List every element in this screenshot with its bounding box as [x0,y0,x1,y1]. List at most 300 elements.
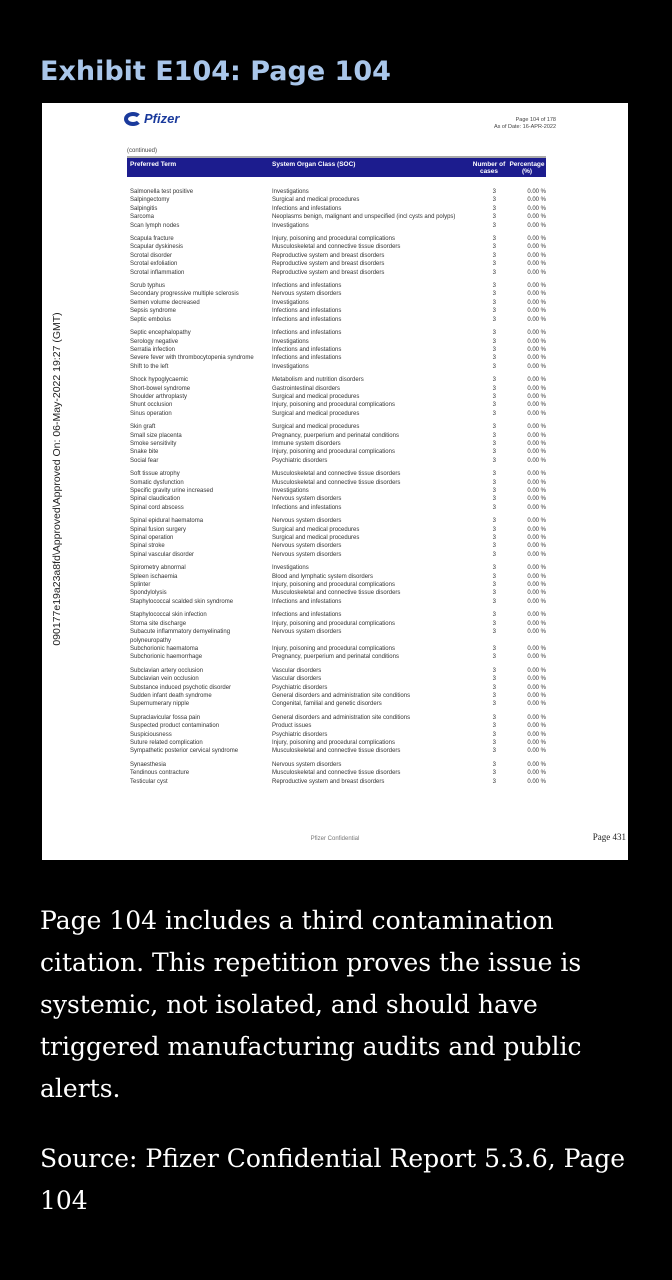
table-row [127,299,546,307]
table-row [127,675,546,683]
cell-percentage: 0.00 % [527,385,546,392]
cell-percentage: 0.00 % [527,714,546,721]
cell-percentage: 0.00 % [527,731,546,738]
table-row [127,401,546,409]
cell-number: 3 [492,667,496,674]
cell-number: 3 [492,723,496,730]
cell-percentage: 0.00 % [527,676,546,683]
cell-percentage: 0.00 % [527,222,546,229]
table-row [127,542,546,550]
cell-percentage: 0.00 % [527,205,546,212]
cell-percentage: 0.00 % [527,573,546,580]
cell-percentage: 0.00 % [527,236,546,243]
cell-term: Supernumerary nipple [130,701,190,708]
cell-soc: Nervous system disorders [272,518,342,525]
cell-soc: Metabolism and nutrition disorders [272,377,364,384]
cell-soc: Gastrointestinal disorders [272,385,341,392]
cell-number: 3 [492,573,496,580]
approval-stamp: 090177e19a23a8fd\Approved\Approved On: 06-May-2022 19:27 (GMT) [51,312,63,646]
cell-term: Snake bite [130,449,159,456]
cell-soc: Injury, poisoning and procedural complications [272,402,395,409]
cell-number: 3 [492,410,496,417]
logo-text: Pfizer [144,111,180,126]
cell-term: Specific gravity urine increased [130,488,214,494]
cell-percentage: 0.00 % [527,565,546,572]
cell-term: Subacute inflammatory demyelinating polyneuropathy [130,629,231,644]
cell-number: 3 [492,551,496,558]
cell-percentage: 0.00 % [527,518,546,525]
cell-term: Spinal cord abscess [130,504,184,511]
cell-soc: Injury, poisoning and procedural complications [272,620,395,627]
cell-term: Septic encephalopathy [130,330,191,337]
cell-soc: Product issues [272,723,312,730]
table-row [127,243,546,251]
cell-term: Spirometry abnormal [130,565,186,572]
cell-soc: Investigations [272,299,309,306]
cell-soc: General disorders and administration site conditions [272,692,411,699]
table-row [127,252,546,260]
cell-soc: Musculoskeletal and connective tissue disorders [272,590,401,597]
cell-number: 3 [492,714,496,721]
cell-soc: Immune system disorders [272,440,341,447]
cell-percentage: 0.00 % [527,363,546,370]
row-group [127,564,546,606]
cell-percentage: 0.00 % [527,377,546,384]
cell-number: 3 [492,590,496,597]
row-group [127,611,546,661]
table-row [127,714,546,722]
cell-percentage: 0.00 % [527,189,546,195]
cell-number: 3 [492,377,496,384]
confidential-footer: Pfizer Confidential [310,836,360,842]
cell-number: 3 [492,543,496,550]
row-group [127,376,546,418]
row-group [127,667,546,709]
cell-percentage: 0.00 % [527,645,546,652]
cell-number: 3 [492,770,496,777]
cell-term: Semen volume decreased [130,299,200,306]
cell-number: 3 [492,299,496,306]
table-row [127,282,546,290]
table-row [127,731,546,739]
table-row [127,495,546,503]
cell-soc: Injury, poisoning and procedural complications [272,449,395,456]
cell-term: Skin graft [130,424,156,431]
cell-number: 3 [492,291,496,298]
cell-term: Stoma site discharge [130,620,187,627]
table-row [127,611,546,619]
cell-soc: Investigations [272,222,309,229]
cell-term: Splinter [130,582,151,589]
adverse-events-table [127,156,546,791]
header-percentage: Percentage (%) [509,161,545,175]
cell-percentage: 0.00 % [527,612,546,619]
table-row [127,205,546,213]
cell-number: 3 [492,701,496,708]
cell-number: 3 [492,676,496,683]
row-group [127,517,546,559]
table-row [127,363,546,371]
table-row [127,448,546,456]
cell-number: 3 [492,346,496,353]
cell-percentage: 0.00 % [527,308,546,315]
cell-number: 3 [492,402,496,409]
cell-soc: Infections and infestations [272,316,342,323]
table-row [127,346,546,354]
cell-percentage: 0.00 % [527,551,546,558]
cell-term: Tendinous contracture [130,770,190,777]
table-row [127,620,546,628]
cell-term: Spinal stroke [130,543,165,550]
cell-soc: Infections and infestations [272,330,342,337]
cell-term: Subchorionic haemorrhage [130,654,203,661]
cell-soc: General disorders and administration site conditions [272,714,411,721]
cell-soc: Infections and infestations [272,283,342,290]
cell-percentage: 0.00 % [527,701,546,708]
cell-percentage: 0.00 % [527,252,546,259]
cell-percentage: 0.00 % [527,535,546,542]
cell-soc: Pregnancy, puerperium and perinatal conditions [272,432,399,439]
cell-percentage: 0.00 % [527,504,546,511]
cell-percentage: 0.00 % [527,739,546,746]
cell-number: 3 [492,197,496,204]
cell-term: Supraclavicular fossa pain [130,714,201,721]
cell-number: 3 [492,308,496,315]
table-body [127,188,546,786]
table-row [127,235,546,243]
table-row [127,213,546,221]
table-row [127,354,546,362]
cell-soc: Investigations [272,189,309,195]
cell-soc: Infections and infestations [272,355,342,362]
cell-percentage: 0.00 % [527,432,546,439]
cell-term: Serratia infection [130,346,176,353]
cell-term: Small size placenta [130,432,182,439]
cell-soc: Surgical and medical procedures [272,424,360,431]
cell-term: Salpingitis [130,205,158,212]
cell-term: Subchorionic haematoma [130,645,199,652]
cell-soc: Nervous system disorders [272,551,342,558]
cell-number: 3 [492,252,496,259]
cell-soc: Injury, poisoning and procedural complications [272,236,395,243]
table-row [127,457,546,465]
cell-term: Staphylococcal scalded skin syndrome [130,598,234,605]
row-group [127,761,546,786]
cell-number: 3 [492,236,496,243]
cell-percentage: 0.00 % [527,526,546,533]
cell-percentage: 0.00 % [527,590,546,597]
cell-term: Scapular dyskinesis [130,244,184,251]
cell-number: 3 [492,645,496,652]
cell-number: 3 [492,283,496,290]
cell-percentage: 0.00 % [527,410,546,417]
cell-term: Spinal operation [130,535,174,542]
table-row [127,747,546,755]
cell-term: Somatic dysfunction [130,479,184,486]
cell-soc: Infections and infestations [272,346,342,353]
cell-number: 3 [492,629,496,636]
cell-number: 3 [492,488,496,494]
table-row [127,700,546,708]
cell-term: Salmonella test positive [130,189,194,195]
cell-term: Soft tissue atrophy [130,471,180,478]
cell-soc: Blood and lymphatic system disorders [272,573,374,580]
cell-percentage: 0.00 % [527,723,546,730]
cell-term: Suspiciousness [130,731,172,738]
cell-soc: Musculoskeletal and connective tissue disorders [272,471,401,478]
cell-soc: Musculoskeletal and connective tissue disorders [272,748,401,755]
cell-number: 3 [492,526,496,533]
cell-term: Short-bowel syndrome [130,385,191,392]
cell-number: 3 [492,598,496,605]
table-row [127,581,546,589]
row-group [127,329,546,371]
cell-soc: Reproductive system and breast disorders [272,778,385,785]
table-row [127,526,546,534]
table-row [127,470,546,478]
cell-soc: Musculoskeletal and connective tissue disorders [272,479,401,486]
cell-percentage: 0.00 % [527,629,546,636]
cell-percentage: 0.00 % [527,244,546,251]
cell-number: 3 [492,748,496,755]
table-row [127,290,546,298]
cell-term: Shock hypoglycaemic [130,377,189,384]
cell-soc: Investigations [272,488,309,494]
cell-soc: Neoplasms benign, malignant and unspecified (incl cysts and polyps) [272,214,456,221]
table-row [127,432,546,440]
table-row [127,653,546,661]
cell-number: 3 [492,684,496,691]
table-row [127,769,546,777]
table-row [127,479,546,487]
cell-term: Sympathetic posterior cervical syndrome [130,748,239,755]
cell-percentage: 0.00 % [527,488,546,494]
cell-number: 3 [492,654,496,661]
row-group [127,423,546,465]
table-row [127,722,546,730]
cell-number: 3 [492,692,496,699]
cell-percentage: 0.00 % [527,440,546,447]
cell-number: 3 [492,739,496,746]
cell-percentage: 0.00 % [527,457,546,464]
cell-percentage: 0.00 % [527,449,546,456]
cell-soc: Investigations [272,565,309,572]
cell-term: Spondylolysis [130,590,167,597]
cell-soc: Musculoskeletal and connective tissue disorders [272,770,401,777]
header-soc: System Organ Class (SOC) [272,161,356,168]
cell-soc: Injury, poisoning and procedural complications [272,739,395,746]
header-term: Preferred Term [130,161,177,168]
cell-number: 3 [492,355,496,362]
cell-term: Sarcoma [130,214,155,221]
cell-soc: Reproductive system and breast disorders [272,269,385,276]
table-row [127,487,546,495]
page-info [494,117,556,131]
cell-percentage: 0.00 % [527,778,546,785]
cell-number: 3 [492,518,496,525]
cell-percentage: 0.00 % [527,770,546,777]
cell-soc: Surgical and medical procedures [272,410,360,417]
cell-term: Severe fever with thrombocytopenia syndrome [130,355,254,362]
cell-soc: Infections and infestations [272,612,342,619]
cell-soc: Nervous system disorders [272,496,342,503]
cell-percentage: 0.00 % [527,667,546,674]
cell-soc: Infections and infestations [272,598,342,605]
cell-number: 3 [492,582,496,589]
row-group [127,714,546,756]
cell-soc: Injury, poisoning and procedural complications [272,645,395,652]
cell-percentage: 0.00 % [527,684,546,691]
cell-percentage: 0.00 % [527,692,546,699]
table-header [127,156,546,177]
cell-soc: Psychiatric disorders [272,731,328,738]
cell-soc: Surgical and medical procedures [272,197,360,204]
cell-percentage: 0.00 % [527,496,546,503]
cell-number: 3 [492,535,496,542]
cell-soc: Psychiatric disorders [272,457,328,464]
row-group [127,188,546,230]
cell-number: 3 [492,496,496,503]
cell-percentage: 0.00 % [527,299,546,306]
table-row [127,598,546,606]
cell-term: Scrotal disorder [130,252,173,259]
table-row [127,667,546,675]
table-row [127,423,546,431]
cell-percentage: 0.00 % [527,197,546,204]
cell-term: Spinal epidural haematoma [130,518,204,525]
cell-term: Sudden infant death syndrome [130,692,212,699]
cell-term: Smoke sensitivity [130,440,177,447]
cell-soc: Vascular disorders [272,676,322,683]
cell-number: 3 [492,612,496,619]
cell-number: 3 [492,440,496,447]
cell-number: 3 [492,620,496,627]
cell-soc: Infections and infestations [272,308,342,315]
cell-soc: Reproductive system and breast disorders [272,261,385,268]
document-page [42,103,628,860]
table-row [127,573,546,581]
cell-soc: Nervous system disorders [272,629,342,636]
cell-soc: Infections and infestations [272,504,342,511]
row-group [127,470,546,512]
cell-number: 3 [492,731,496,738]
cell-number: 3 [492,385,496,392]
cell-percentage: 0.00 % [527,283,546,290]
cell-number: 3 [492,504,496,511]
cell-percentage: 0.00 % [527,316,546,323]
cell-term: Scrub typhus [130,283,166,290]
cell-number: 3 [492,338,496,345]
cell-term: Testicular cyst [130,778,168,785]
cell-term: Sepsis syndrome [130,308,177,315]
cell-term: Suture related complication [130,739,203,746]
cell-term: Subclavian vein occlusion [130,676,199,683]
table-row [127,338,546,346]
cell-number: 3 [492,244,496,251]
page-number: Page 431 [592,832,626,842]
cell-number: 3 [492,449,496,456]
cell-term: Salpingectomy [130,197,170,204]
table-row [127,196,546,204]
table-row [127,589,546,597]
cell-soc: Psychiatric disorders [272,684,328,691]
cell-term: Shoulder arthroplasty [130,393,188,400]
cell-percentage: 0.00 % [527,620,546,627]
table-row [127,692,546,700]
cell-soc: Congenital, familial and genetic disorders [272,701,382,708]
cell-percentage: 0.00 % [527,269,546,276]
cell-term: Septic embolus [130,316,172,323]
table-row [127,517,546,525]
cell-number: 3 [492,261,496,268]
cell-soc: Nervous system disorders [272,543,342,550]
cell-number: 3 [492,778,496,785]
table-row [127,504,546,512]
cell-term: Substance induced psychotic disorder [130,684,232,691]
table-row [127,761,546,769]
cell-number: 3 [492,330,496,337]
commentary-text: Page 104 includes a third contamination citation. This repetition proves the issue is systemic, not isolated, and should have triggered manufacturing audits and public alerts. [40,906,582,1103]
page-of: Page 104 of 178 [515,117,556,123]
cell-term: Suspected product contamination [130,723,220,730]
table-row [127,410,546,418]
table-row [127,307,546,315]
cell-soc: Surgical and medical procedures [272,535,360,542]
cell-soc: Nervous system disorders [272,761,342,768]
cell-percentage: 0.00 % [527,598,546,605]
cell-percentage: 0.00 % [527,471,546,478]
cell-number: 3 [492,222,496,229]
cell-soc: Injury, poisoning and procedural complications [272,582,395,589]
cell-number: 3 [492,565,496,572]
cell-term: Spinal fusion surgery [130,526,187,533]
pfizer-logo-icon [124,112,142,126]
cell-number: 3 [492,269,496,276]
cell-term: Serology negative [130,338,179,345]
cell-term: Secondary progressive multiple sclerosis [130,291,239,298]
cell-soc: Surgical and medical procedures [272,526,360,533]
source-text: Source: Pfizer Confidential Report 5.3.6, Page 104 [40,1144,626,1215]
cell-soc: Musculoskeletal and connective tissue disorders [272,244,401,251]
table-row [127,564,546,572]
table-row [127,628,546,645]
cell-percentage: 0.00 % [527,330,546,337]
table-row [127,329,546,337]
cell-term: Scrotal exfoliation [130,261,178,268]
cell-number: 3 [492,214,496,221]
table-row [127,551,546,559]
cell-number: 3 [492,761,496,768]
cell-percentage: 0.00 % [527,424,546,431]
table-row [127,188,546,196]
cell-term: Sinus operation [130,410,172,417]
table-row [127,385,546,393]
cell-soc: Vascular disorders [272,667,322,674]
cell-soc: Infections and infestations [272,205,342,212]
header-number: Number of cases [472,161,506,175]
cell-soc: Surgical and medical procedures [272,393,360,400]
cell-term: Synaesthesia [130,761,167,768]
cell-term: Scrotal inflammation [130,269,185,276]
cell-term: Subclavian artery occlusion [130,667,204,674]
cell-number: 3 [492,205,496,212]
cell-soc: Investigations [272,338,309,345]
cell-term: Spleen ischaemia [130,573,178,580]
cell-percentage: 0.00 % [527,346,546,353]
cell-soc: Nervous system disorders [272,291,342,298]
cell-number: 3 [492,471,496,478]
table-row [127,440,546,448]
